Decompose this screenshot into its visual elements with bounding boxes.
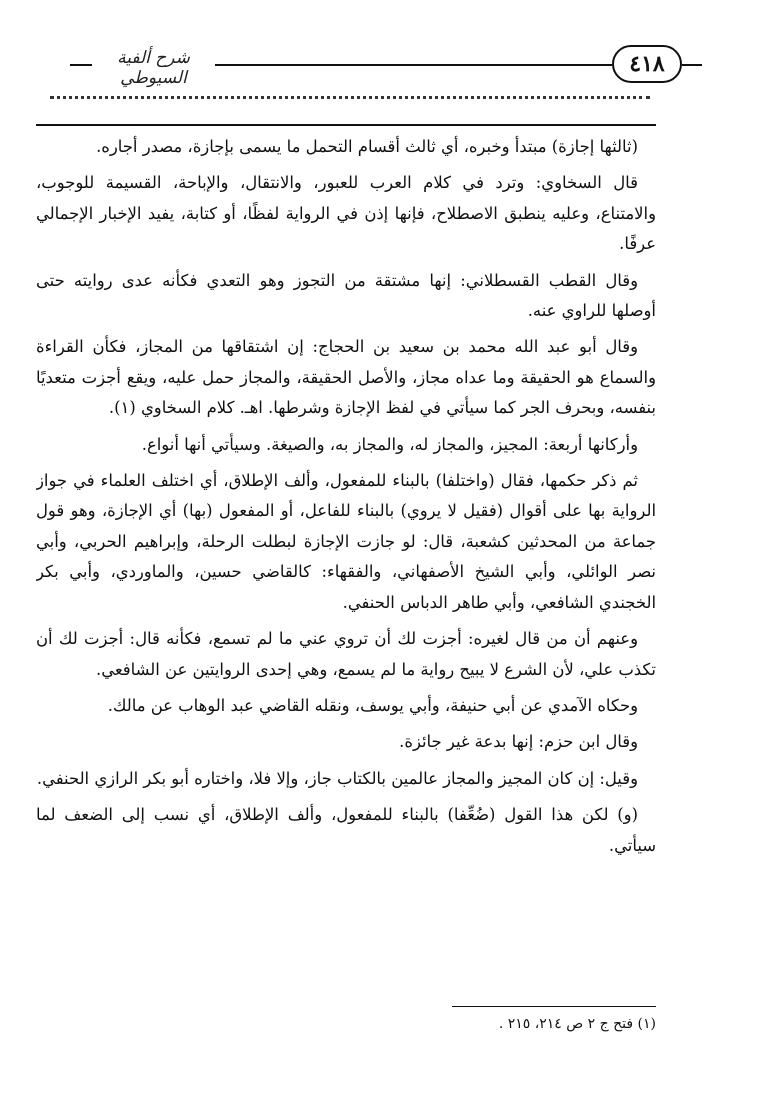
footnote-rule bbox=[452, 1006, 656, 1007]
header-rule-right bbox=[682, 64, 702, 66]
dotted-separator bbox=[50, 96, 650, 103]
paragraph: وأركانها أربعة: المجيز، والمجاز له، والمجاز به، والصيغة. وسيأتي أنها أنواع. bbox=[141, 434, 638, 454]
page-header bbox=[30, 40, 665, 100]
page-number: ٤١٨ bbox=[612, 45, 682, 83]
header-rule-middle bbox=[215, 64, 612, 66]
paragraph: وقال ابن حزم: إنها بدعة غير جائزة. bbox=[399, 732, 638, 752]
page-body bbox=[36, 132, 656, 992]
paragraph: ثم ذكر حكمها، فقال (واختلفا) بالبناء للمفعول، وألف الإطلاق، أي اختلف العلماء في جواز الرواية بها على أقوال (فقيل لا يروي) بالبناء للفاعل، أو المفعول (بها) أي الإجازة، وهو قول جماعة من المحدثين كشعبة، قال: لو جازت الإجازة لبطلت الرحلة، وإبراهيم الحربي، وأبي نصر الوائلي، وأبي الشيخ الأصفهاني، والفقهاء: كالقاضي حسين، والماوردي، وأبي بكر الخجندي الشافعي، وأبي طاهر الدباس الحنفي. bbox=[36, 471, 656, 612]
paragraph: قال السخاوي: وترد في كلام العرب للعبور، والانتقال، والإباحة، القسيمة للوجوب، والامتناع، وعليه ينطبق الاصطلاح، فإنها إذن في الرواية لفظًا، أو كتابة، يفيد الإخبار الإجمالي عرفًا. bbox=[36, 173, 656, 254]
paragraph: وعنهم أن من قال لغيره: أجزت لك أن تروي عني ما لم تسمع، فكأنه قال: أجزت لك أن تكذب علي، لأن الشرع لا يبيح رواية ما لم يسمع، وهي إحدى الروايتين عن الشافعي. bbox=[36, 629, 656, 679]
footnote: (١) فتح ج ٢ ص ٢١٤، ٢١٥ . bbox=[498, 1016, 656, 1032]
paragraph: وحكاه الآمدي عن أبي حنيفة، وأبي يوسف، ونقله القاضي عبد الوهاب عن مالك. bbox=[107, 695, 638, 715]
paragraph: وقال القطب القسطلاني: إنها مشتقة من التجوز وهو التعدي فكأنه عدى روايته حتى أوصلها للراوي عنه. bbox=[36, 270, 656, 321]
header-rule-left bbox=[70, 64, 92, 66]
paragraph: (ثالثها إجازة) مبتدأ وخبره، أي ثالث أقسام التحمل ما يسمى بإجازة، مصدر أجاره. bbox=[96, 137, 638, 156]
paragraph: وقال أبو عبد الله محمد بن سعيد بن الحجاج: إن اشتقاقها من المجاز، فكأن القراءة والسماع هو الحقيقة وما عداه مجاز، والأصل الحقيقة، والمجاز حمل عليه، ويقع أجزت متعديًا بنفسه، وبحرف الجر كما سيأتي في لفظ الإجازة وشرطها. اهـ. كلام السخاوي (١). bbox=[36, 337, 656, 418]
running-title: شرح ألفية السيوطي bbox=[117, 48, 190, 88]
paragraph: وقيل: إن كان المجيز والمجاز عالمين بالكتاب جاز، وإلا فلا، واختاره أبو بكر الرازي الحنفي. bbox=[36, 768, 638, 788]
paragraph: (و) لكن هذا القول (ضُعِّفا) بالبناء للمفعول، وألف الإطلاق، أي نسب إلى الضعف لما سيأتي. bbox=[36, 805, 656, 855]
top-rule bbox=[36, 124, 656, 126]
